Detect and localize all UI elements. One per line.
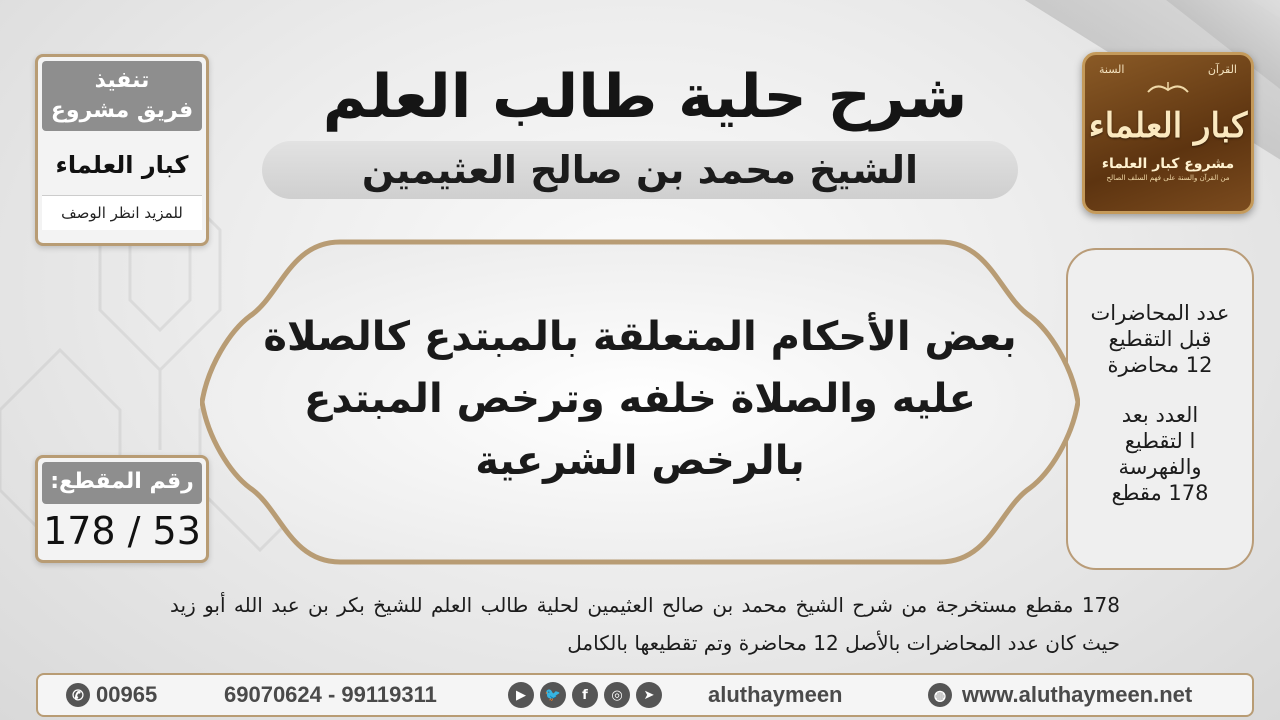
execution-line1: تنفيذ [94, 68, 150, 93]
website-url[interactable]: www.aluthaymeen.net [962, 682, 1193, 707]
facebook-icon[interactable]: f [572, 682, 598, 708]
count-before-line2: قبل التقطيع [1108, 327, 1212, 351]
kibar-ulama-logo [1082, 52, 1254, 214]
clip-number-label: رقم المقطع: [42, 462, 202, 504]
logo-sunnah-label: السنة [1099, 63, 1125, 76]
count-before-block [1068, 300, 1252, 378]
count-before-line1: عدد المحاضرات [1090, 301, 1230, 325]
execution-line2: فريق مشروع [50, 98, 194, 123]
phone-contact [66, 682, 157, 708]
lecture-count-card [1066, 248, 1254, 570]
execution-card [35, 54, 209, 246]
count-after-line4: 178 مقطع [1111, 481, 1209, 505]
phone-numbers: 69070624 - 99119311 [224, 682, 437, 707]
youtube-icon[interactable]: ▶ [508, 682, 534, 708]
twitter-icon[interactable]: 🐦 [540, 682, 566, 708]
more-info-note: للمزيد انظر الوصف [42, 195, 202, 230]
logo-calligraphy: كبار العلماء [1088, 106, 1248, 146]
logo-project-name: مشروع كبار العلماء [1101, 156, 1235, 172]
logo-slogan: من القرآن والسنة على فهم السلف الصالح [1106, 174, 1230, 182]
clip-topic: بعض الأحكام المتعلقة بالمبتدع كالصلاة عليه والصلاة خلفه وترخص المبتدع بالرخص الشرعية [263, 314, 1017, 484]
count-after-block [1068, 402, 1252, 506]
page-title: شرح حلية طالب العلم [322, 62, 968, 132]
logo-quran-label: القرآن [1207, 63, 1237, 76]
project-name: كبار العلماء [55, 151, 189, 179]
clip-number-value: 178 / 53 [43, 509, 201, 553]
clip-number-card [35, 455, 209, 563]
social-icons [508, 682, 662, 708]
instagram-icon[interactable]: ◎ [604, 682, 630, 708]
globe-icon: ◍ [928, 683, 952, 707]
phone-code: 00965 [96, 682, 158, 707]
open-book-icon [1146, 78, 1190, 94]
count-after-line1: العدد بعد [1121, 403, 1199, 427]
website-link[interactable] [928, 682, 1192, 708]
phone-icon: ✆ [66, 683, 90, 707]
clip-description: 178 مقطع مستخرجة من شرح الشيخ محمد بن صالح العثيمين لحلية طالب العلم للشيخ بكر بن عبد الله أبو زيد حيث كان عدد المحاضرات بالأصل 12 محاضرة وتم تقطيعها بالكامل [170, 593, 1120, 655]
count-after-line2: ا لتقطيع [1124, 429, 1196, 453]
count-after-line3: والفهرسة [1118, 455, 1202, 479]
social-handle[interactable]: aluthaymeen [708, 682, 843, 707]
contact-footer [36, 673, 1254, 717]
telegram-icon[interactable]: ➤ [636, 682, 662, 708]
count-before-line3: 12 محاضرة [1107, 353, 1213, 377]
speaker-name: الشيخ محمد بن صالح العثيمين [262, 141, 1018, 199]
execution-header [42, 61, 202, 131]
